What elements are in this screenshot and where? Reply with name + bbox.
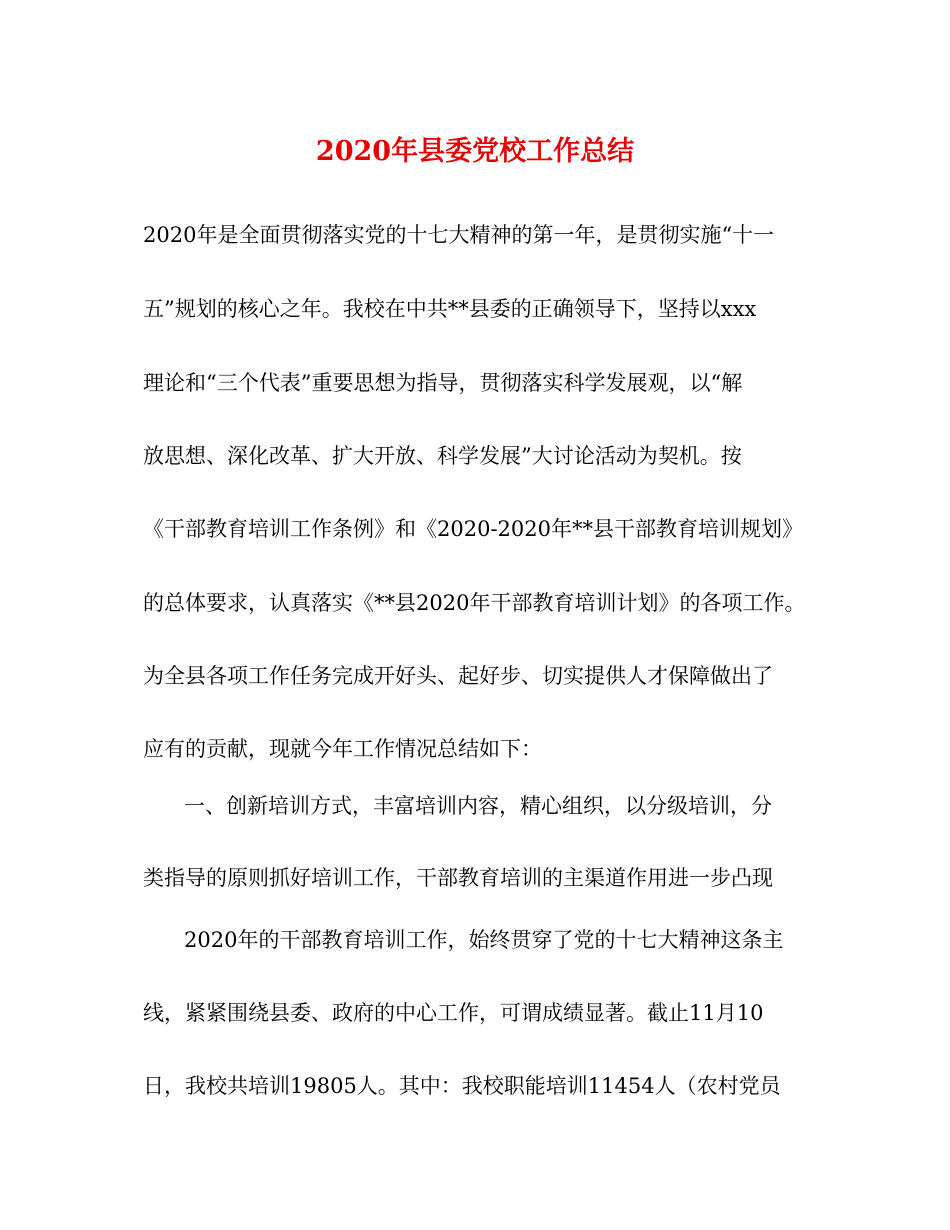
document-title: 2020年县委党校工作总结 <box>315 136 635 167</box>
paragraph-line: 的总体要求，认真落实《**县2020年干部教育培训计划》的各项工作。 <box>143 591 806 615</box>
paragraph-line: 放思想、深化改革、扩大开放、科学发展”大讨论活动为契机。按 <box>143 444 742 468</box>
paragraph-line: 《干部教育培训工作条例》和《2020-2020年**县干部教育培训规划》 <box>143 517 803 541</box>
paragraph-line: 为全县各项工作任务完成开好头、起好步、切实提供人才保障做出了 <box>143 664 773 688</box>
paragraph-line: 线，紧紧围绕县委、政府的中心工作，可谓成绩显著。截止11月10 <box>143 1001 764 1025</box>
paragraph-line: 理论和“三个代表”重要思想为指导，贯彻落实科学发展观，以“解 <box>143 371 743 395</box>
paragraph-line: 应有的贡献，现就今年工作情况总结如下： <box>143 737 542 761</box>
paragraph-line: 五”规划的核心之年。我校在中共**县委的正确领导下，坚持以xxx <box>143 297 757 321</box>
paragraph-line: 日，我校共培训19805人。其中：我校职能培训11454人（农村党员 <box>143 1074 781 1098</box>
section-heading-line: 一、创新培训方式，丰富培训内容，精心组织，以分级培训，分 <box>184 794 772 818</box>
paragraph-line: 2020年的干部教育培训工作，始终贯穿了党的十七大精神这条主 <box>184 928 784 952</box>
section-heading-line: 类指导的原则抓好培训工作，干部教育培训的主渠道作用进一步凸现 <box>143 866 773 890</box>
paragraph-line: 2020年是全面贯彻落实党的十七大精神的第一年，是贯彻实施“十一 <box>143 223 775 247</box>
